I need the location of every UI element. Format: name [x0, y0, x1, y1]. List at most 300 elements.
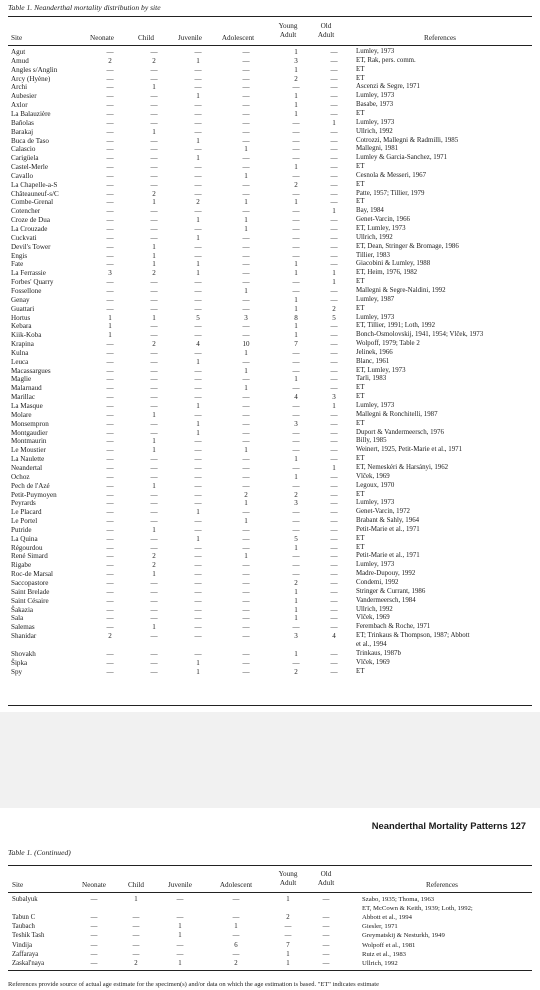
cell-young-adult: —: [292, 366, 300, 375]
cell-old-adult: —: [322, 941, 330, 949]
cell-references: Patte, 1957; Tillier, 1979: [356, 189, 425, 197]
cell-neonate: —: [106, 109, 114, 118]
cell-neonate: 2: [108, 632, 112, 641]
cell-old-adult: —: [330, 198, 338, 207]
cell-old-adult: —: [322, 923, 330, 931]
cell-young-adult: 2: [294, 579, 298, 587]
cell-old-adult: —: [330, 233, 338, 242]
cell-references: Greymatskij & Nesturkh, 1949: [362, 932, 445, 940]
cell-juvenile: —: [194, 446, 202, 455]
cell-neonate: —: [106, 233, 114, 242]
cell-old-adult: —: [330, 481, 338, 490]
cell-neonate: —: [106, 251, 114, 260]
cell-neonate: —: [106, 534, 114, 543]
cell-references: ET: [356, 198, 365, 206]
cell-references: Tarli, 1983: [356, 375, 387, 383]
cell-juvenile: —: [194, 295, 202, 304]
table-row: [8, 951, 532, 959]
cell-young-adult: —: [292, 83, 300, 92]
cell-child: —: [150, 233, 158, 242]
cell-references: ET, Dean, Stringer & Bromage, 1986: [356, 242, 459, 250]
cell-neonate: —: [90, 932, 98, 940]
cell-neonate: —: [106, 587, 114, 596]
table-row: [8, 216, 532, 224]
cell-site: Aubesier: [11, 92, 37, 101]
cell-site: Bañolas: [11, 118, 34, 127]
cell-juvenile: 1: [196, 56, 200, 65]
cell-references: Mallegni, 1981: [356, 145, 399, 153]
cell-young-adult: —: [292, 410, 300, 419]
table-row: [8, 632, 532, 640]
cell-site: Shovakh: [11, 649, 36, 658]
cell-references: ET: [356, 304, 365, 312]
cell-neonate: —: [106, 278, 114, 287]
cell-child: —: [150, 667, 158, 676]
cell-adolescent: —: [242, 127, 250, 136]
cell-old-adult: —: [330, 242, 338, 251]
cell-site: Forbes' Quarry: [11, 278, 54, 287]
cell-neonate: —: [106, 649, 114, 658]
cell-references: Lumley & Garcia-Sanchez, 1971: [356, 154, 448, 162]
continued-caption: Table 1. (Continued): [8, 848, 71, 857]
cell-references: ET: [356, 543, 365, 551]
cell-old-adult: —: [330, 74, 338, 83]
cell-references: ET, Rak, pers. comm.: [356, 56, 416, 64]
cell-old-adult: —: [330, 56, 338, 65]
cell-young-adult: 1: [286, 959, 290, 967]
cell-adolescent: —: [242, 605, 250, 614]
cell-references: ET: [356, 667, 365, 675]
cell-adolescent: —: [242, 163, 250, 172]
table-row: [8, 154, 532, 162]
cell-site: Saint Césaire: [11, 596, 49, 605]
cell-old-adult: —: [330, 163, 338, 172]
cell-young-adult: —: [292, 278, 300, 287]
cell-references: Giesler, 1971: [362, 923, 398, 931]
cell-references: Ullrich, 1992: [356, 127, 393, 135]
table-row: [8, 896, 532, 904]
table-row: [8, 393, 532, 401]
cell-child: —: [150, 508, 158, 517]
cell-site: Montgaudier: [11, 428, 48, 437]
cell-child: —: [150, 419, 158, 428]
cell-references: Wolpoff et al., 1981: [362, 941, 416, 949]
cell-neonate: —: [106, 384, 114, 393]
cell-adolescent: —: [242, 242, 250, 251]
cell-juvenile: 1: [196, 658, 200, 667]
table-row: [8, 296, 532, 304]
header-young-2: Young: [278, 870, 298, 878]
cell-site: Šipka: [11, 658, 28, 667]
cell-child: —: [150, 295, 158, 304]
cell-site: Saccopastore: [11, 579, 49, 587]
table-row: [8, 668, 532, 676]
cell-child: —: [150, 109, 158, 118]
cell-adolescent: 1: [244, 286, 248, 295]
cell-young-adult: 1: [294, 331, 298, 340]
cell-juvenile: —: [194, 331, 202, 340]
cell-child: —: [150, 48, 158, 56]
table-row: [8, 535, 532, 543]
cell-old-adult: —: [330, 525, 338, 534]
cell-neonate: —: [106, 198, 114, 207]
cell-old-adult: —: [330, 614, 338, 623]
cell-child: —: [150, 393, 158, 402]
cell-juvenile: 1: [196, 260, 200, 269]
table-row: [8, 119, 532, 127]
cell-old-adult: —: [330, 623, 338, 632]
cell-young-adult: —: [292, 481, 300, 490]
cell-young-adult: —: [292, 225, 300, 233]
table-row: [8, 181, 532, 189]
cell-references: ET, Tillier, 1991; Loth, 1992: [356, 322, 436, 330]
cell-child: 2: [152, 340, 156, 349]
cell-juvenile: 1: [178, 959, 182, 967]
cell-neonate: —: [106, 348, 114, 357]
cell-child: 2: [152, 189, 156, 198]
header-young: Young: [278, 22, 298, 30]
cell-juvenile: —: [194, 623, 202, 632]
cell-juvenile: —: [194, 649, 202, 658]
cell-neonate: —: [106, 83, 114, 92]
cell-old-adult: —: [330, 286, 338, 295]
cell-child: —: [150, 658, 158, 667]
table-row: [8, 641, 532, 649]
cell-neonate: —: [90, 959, 98, 967]
cell-site: Fossellone: [11, 286, 42, 295]
cell-adolescent: 3: [244, 313, 248, 322]
cell-young-adult: 1: [294, 375, 298, 384]
cell-child: —: [132, 932, 140, 940]
cell-child: 2: [152, 269, 156, 278]
header-juvenile: Juvenile: [178, 34, 202, 42]
cell-site: Châteauneuf-s/C: [11, 189, 59, 198]
cell-old-adult: —: [330, 65, 338, 74]
cell-neonate: —: [106, 596, 114, 605]
cell-references: Ullrich, 1992: [356, 233, 393, 241]
cell-child: —: [150, 286, 158, 295]
table-row: [8, 340, 532, 348]
cell-juvenile: 1: [196, 269, 200, 278]
cell-child: —: [150, 428, 158, 437]
cell-neonate: —: [106, 623, 114, 632]
table-row: [8, 614, 532, 622]
cell-young-adult: 8: [294, 313, 298, 322]
cell-references: ET: [356, 180, 365, 188]
cell-references: Abbott et al., 1994: [362, 914, 412, 922]
cell-neonate: —: [90, 950, 98, 958]
cell-young-adult: 7: [286, 941, 290, 949]
cell-old-adult: —: [330, 171, 338, 180]
cell-old-adult: —: [330, 649, 338, 658]
cell-young-adult: 3: [294, 499, 298, 508]
cell-old-adult: 3: [332, 393, 336, 402]
cell-adolescent: —: [242, 534, 250, 543]
cell-old-adult: —: [322, 932, 330, 940]
cell-young-adult: 1: [294, 472, 298, 481]
cell-young-adult: 2: [294, 667, 298, 676]
cell-neonate: —: [106, 207, 114, 216]
cell-references: Billy, 1985: [356, 437, 387, 445]
cell-references: Ullrich, 1992: [362, 959, 398, 967]
continued-header-rule: [8, 892, 532, 893]
table-row: [8, 198, 532, 206]
table-row: [8, 252, 532, 260]
table-row: [8, 491, 532, 499]
cell-old-adult: —: [330, 92, 338, 101]
table-row: [8, 358, 532, 366]
cell-adolescent: —: [242, 136, 250, 145]
cell-neonate: —: [106, 366, 114, 375]
cell-child: 1: [134, 896, 138, 903]
cell-neonate: —: [106, 446, 114, 455]
cell-young-adult: —: [292, 384, 300, 393]
cell-juvenile: —: [194, 74, 202, 83]
cell-child: —: [150, 304, 158, 313]
cell-adolescent: —: [242, 154, 250, 163]
cell-juvenile: —: [194, 632, 202, 641]
cell-site: La Masque: [11, 402, 43, 410]
cell-references: Vandermeersch, 1984: [356, 596, 416, 604]
cell-adolescent: —: [242, 428, 250, 437]
cell-old-adult: —: [330, 579, 338, 587]
cell-old-adult: —: [330, 225, 338, 233]
table-row: [8, 923, 532, 931]
cell-old-adult: 1: [332, 278, 336, 287]
table-row: [8, 942, 532, 950]
cell-references: ET: [356, 490, 365, 498]
cell-site: Spy: [11, 667, 23, 676]
cell-references: Lumley, 1987: [356, 295, 395, 303]
table-row: [8, 932, 532, 940]
cell-old-adult: —: [330, 260, 338, 269]
table-row: [8, 437, 532, 445]
cell-juvenile: —: [194, 472, 202, 481]
cell-neonate: —: [106, 463, 114, 472]
table-row: [8, 92, 532, 100]
cell-child: —: [150, 65, 158, 74]
cell-site: Barakaj: [11, 127, 34, 136]
cell-juvenile: 1: [196, 419, 200, 428]
cell-references: Trinkaus, 1987b: [356, 649, 401, 657]
cell-references: ET: [356, 109, 365, 117]
cell-adolescent: —: [242, 632, 250, 641]
cell-child: —: [150, 649, 158, 658]
cell-juvenile: —: [194, 109, 202, 118]
header-neonate-2: Neonate: [82, 881, 106, 889]
cell-young-adult: —: [292, 552, 300, 561]
top-rule: [8, 16, 532, 17]
cell-references: Vlček, 1969: [356, 614, 390, 622]
cell-child: —: [150, 216, 158, 225]
cell-adolescent: —: [242, 525, 250, 534]
cell-site: Peyrards: [11, 499, 36, 508]
cell-site: Zaffaraya: [12, 950, 39, 958]
cell-neonate: —: [106, 517, 114, 526]
table-row: [8, 207, 532, 215]
cell-references: Petit-Marie et al., 1971: [356, 525, 420, 533]
cell-young-adult: 2: [294, 74, 298, 83]
cell-adolescent: —: [242, 83, 250, 92]
cell-child: 2: [134, 959, 138, 967]
cell-neonate: —: [106, 508, 114, 517]
cell-adolescent: —: [232, 950, 240, 958]
cell-references: ET: [356, 419, 365, 427]
cell-young-adult: 1: [286, 950, 290, 958]
cell-adolescent: 2: [234, 959, 238, 967]
cell-child: —: [150, 331, 158, 340]
cell-child: —: [150, 375, 158, 384]
cell-neonate: —: [106, 225, 114, 233]
cell-juvenile: —: [194, 180, 202, 189]
cell-site: Axlor: [11, 101, 28, 110]
cell-juvenile: —: [194, 48, 202, 56]
header-child-2: Child: [128, 881, 144, 889]
cell-adolescent: —: [242, 579, 250, 587]
table-row: [8, 243, 532, 251]
cell-old-adult: —: [330, 437, 338, 446]
table-row: [8, 517, 532, 525]
cell-child: —: [150, 463, 158, 472]
cell-neonate: 1: [108, 313, 112, 322]
cell-adolescent: —: [232, 914, 240, 922]
cell-young-adult: 1: [294, 101, 298, 110]
continued-bottom-rule: [8, 970, 532, 971]
table-row: [8, 464, 532, 472]
cell-young-adult: 7: [294, 340, 298, 349]
cell-juvenile: —: [194, 605, 202, 614]
cell-juvenile: 1: [178, 923, 182, 931]
cell-adolescent: —: [242, 233, 250, 242]
cell-child: —: [150, 632, 158, 641]
cell-old-adult: —: [330, 410, 338, 419]
cell-young-adult: —: [284, 923, 292, 931]
cell-references: ET: [356, 65, 365, 73]
cell-site: Combe-Grenal: [11, 198, 54, 207]
cell-neonate: —: [106, 437, 114, 446]
cell-child: —: [150, 366, 158, 375]
table-row: [8, 597, 532, 605]
cell-juvenile: 1: [196, 216, 200, 225]
cell-adolescent: —: [242, 189, 250, 198]
cell-juvenile: 1: [178, 932, 182, 940]
cell-child: 1: [152, 525, 156, 534]
cell-references: ET: [356, 74, 365, 82]
table-row: [8, 579, 532, 587]
cell-neonate: —: [106, 490, 114, 499]
cell-neonate: —: [106, 154, 114, 163]
cell-adolescent: —: [232, 896, 240, 903]
cell-old-adult: —: [330, 472, 338, 481]
cell-old-adult: —: [330, 340, 338, 349]
cell-young-adult: —: [292, 207, 300, 216]
cell-child: —: [150, 587, 158, 596]
cell-adolescent: —: [242, 56, 250, 65]
cell-old-adult: 4: [332, 632, 336, 641]
cell-site: Kulna: [11, 348, 29, 357]
table-row: [8, 287, 532, 295]
cell-adolescent: —: [242, 278, 250, 287]
cell-site: Guattari: [11, 304, 35, 313]
cell-child: —: [150, 596, 158, 605]
cell-site: Tabun C: [12, 914, 36, 922]
table-row: [8, 482, 532, 490]
cell-young-adult: 1: [294, 163, 298, 172]
cell-child: —: [150, 384, 158, 393]
cell-references: Petit-Marie et al., 1971: [356, 552, 420, 560]
cell-young-adult: 2: [286, 914, 290, 922]
cell-old-adult: —: [322, 914, 330, 922]
cell-neonate: —: [106, 242, 114, 251]
cell-neonate: —: [106, 525, 114, 534]
table-row: [8, 145, 532, 153]
cell-references: Tillier, 1983: [356, 251, 390, 259]
cell-adolescent: —: [242, 667, 250, 676]
cell-neonate: —: [106, 410, 114, 419]
cell-adolescent: —: [242, 92, 250, 101]
cell-neonate: 3: [108, 269, 112, 278]
table-row: [8, 588, 532, 596]
cell-references: Giacobini & Lumley, 1988: [356, 260, 431, 268]
cell-juvenile: 1: [196, 508, 200, 517]
cell-child: —: [150, 101, 158, 110]
cell-references: Weinert, 1925, Petit-Marie et al., 1971: [356, 446, 463, 454]
cell-adolescent: —: [242, 543, 250, 552]
cell-adolescent: —: [242, 658, 250, 667]
cell-adolescent: 1: [244, 384, 248, 393]
cell-child: —: [150, 278, 158, 287]
cell-references: Szabo, 1935; Thoma, 1963: [362, 896, 435, 903]
cell-juvenile: —: [194, 163, 202, 172]
cell-references: ET, McCown & Keith, 1939; Loth, 1992;: [362, 905, 473, 913]
cell-references: Lumley, 1973: [356, 92, 395, 100]
cell-juvenile: —: [194, 225, 202, 233]
cell-site: La Ferrassie: [11, 269, 46, 278]
cell-neonate: —: [106, 357, 114, 366]
table-row: [8, 172, 532, 180]
cell-old-adult: 1: [332, 118, 336, 127]
cell-site: Amud: [11, 56, 29, 65]
cell-juvenile: —: [176, 896, 184, 903]
cell-juvenile: —: [176, 941, 184, 949]
cell-young-adult: 3: [294, 419, 298, 428]
cell-neonate: —: [106, 605, 114, 614]
header-old-adult-2: Adult: [317, 879, 335, 887]
cell-young-adult: —: [292, 171, 300, 180]
table-row: [8, 914, 532, 922]
cell-child: —: [150, 136, 158, 145]
cell-young-adult: —: [292, 118, 300, 127]
running-head: Neanderthal Mortality Patterns 127: [371, 820, 526, 831]
cell-child: —: [150, 455, 158, 464]
table-row: [8, 101, 532, 109]
cell-references: Vlček, 1969: [356, 472, 390, 480]
cell-juvenile: —: [194, 251, 202, 260]
cell-young-adult: —: [292, 623, 300, 632]
cell-juvenile: —: [194, 455, 202, 464]
table-row: [8, 544, 532, 552]
cell-old-adult: —: [330, 605, 338, 614]
cell-adolescent: —: [242, 260, 250, 269]
cell-adolescent: —: [242, 649, 250, 658]
cell-site: Roc-de Marsal: [11, 570, 53, 579]
cell-old-adult: —: [330, 48, 338, 56]
cell-child: 1: [152, 260, 156, 269]
cell-child: 1: [152, 623, 156, 632]
table-row: [8, 446, 532, 454]
cell-juvenile: 1: [196, 402, 200, 410]
cell-juvenile: —: [194, 118, 202, 127]
